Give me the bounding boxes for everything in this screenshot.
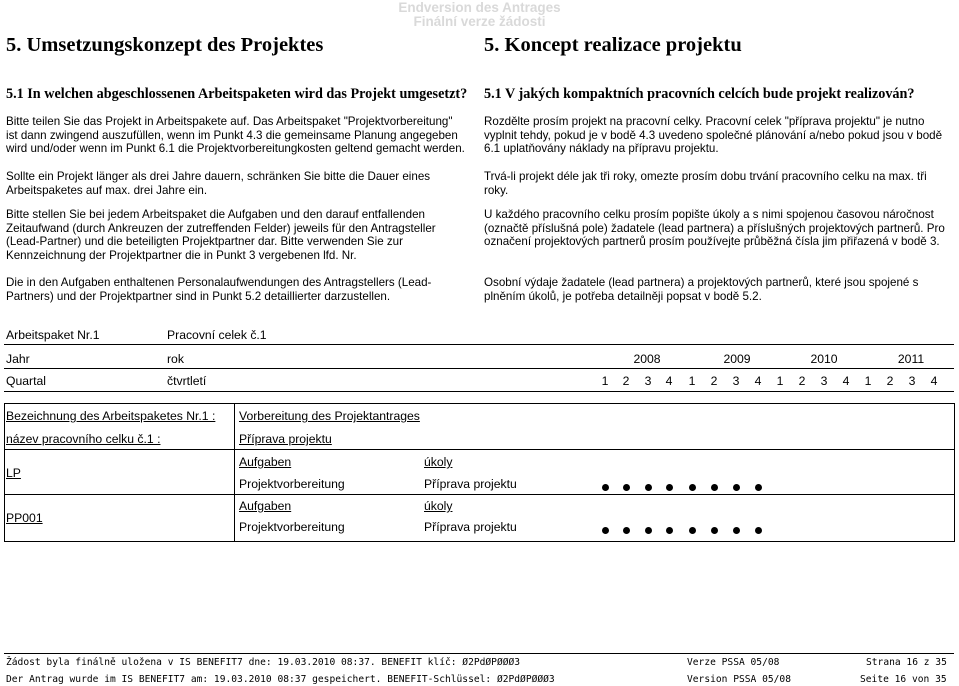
task-label-cz-lp: úkoly [424,455,453,469]
quarter-number: 1 [688,374,696,388]
quarter-number: 2 [798,374,806,388]
timeline-mark [666,484,673,491]
watermark-line-2: Finální verze žádosti [413,14,546,29]
paragraph-cz-3: U každého pracovního celku prosím popište úkoly a s nimi spojenou časovou náročnost (označtě příslušná pole) žadatele (lead partnera) a příslušných projektových partnerů. Pro označení projektových partnerů prosím používejte průběžná čísla jim přiřazená v bodě 3. [484,208,945,248]
quarter-number: 3 [644,374,652,388]
footer-version-de: Version PSSA 05/08 [687,674,791,685]
paragraph-cz-2: Trvá-li projekt déle jak tři roky, omezte prosím dobu trvání pracovního celku na max. tři roky. [484,170,927,197]
timeline-mark [623,527,630,534]
quarter-label-cz: čtvrtletí [167,374,207,388]
package-label-cz: Pracovní celek č.1 [167,328,267,342]
quarter-number: 4 [842,374,850,388]
task-de-pp001: Projektvorbereitung [239,520,345,534]
paragraph-de-2: Sollte ein Projekt länger als drei Jahre dauern, schränken Sie bitte die Dauer eines Arbeitspaketes auf max. drei Jahre ein. [6,170,431,197]
quarter-number: 1 [776,374,784,388]
details-bottom-border [4,541,954,542]
package-label-de: Arbeitspaket Nr.1 [6,328,100,342]
quarter-number: 4 [665,374,673,388]
year-2009: 2009 [723,352,751,366]
quarter-label-de: Quartal [6,374,46,388]
paragraph-cz-1: Rozdělte prosím projekt na pracovní celky. Pracovní celek "příprava projektu" je nutno vyplnit tehdy, pokud je v bodě 4.3 uvedeno společné plánování a/nebo pokud jsou v bodě 6.1 uplatňovány náklady na přípravu projektu. [484,115,943,155]
timeline-mark [733,484,740,491]
footer-saved-de: Der Antrag wurde im IS BENEFIT7 am: 19.03.2010 08:37 gespeichert. BENEFIT-Schlüssel: Ø2PdØPØØØ3 [6,674,555,685]
partner-pp001: PP001 [6,511,43,525]
timeline-mark [711,527,718,534]
lp-row-divider [4,494,954,495]
heading-cz: 5. Koncept realizace projektu [484,34,742,56]
quarter-number: 3 [908,374,916,388]
details-left-border [4,403,5,542]
package-name-label-de: Bezeichnung des Arbeitspaketes Nr.1 : [6,409,216,423]
timeline-mark [755,527,762,534]
footer-divider [4,653,954,654]
timeline-mark [666,527,673,534]
year-2010: 2010 [810,352,838,366]
year-label-cz: rok [167,352,184,366]
timeline-mark [689,527,696,534]
timeline-mark [602,484,609,491]
task-cz-lp: Příprava projektu [424,477,517,491]
timeline-mark [733,527,740,534]
timeline-mark [645,484,652,491]
quarter-number: 4 [930,374,938,388]
paragraph-de-1: Bitte teilen Sie das Projekt in Arbeitspakete auf. Das Arbeitspaket "Projektvorbereitung" ist dann zwingend auszufüllen, wenn im Punkt 4.3 die gemeinsame Planung angegeben wird und/oder wenn im Punkt 6.1 die Projektvorbereitungkosten geltend gemacht werden. [6,115,465,155]
footer-page-de: Seite 16 von 35 [860,674,947,685]
paragraph-de-3: Bitte stellen Sie bei jedem Arbeitspaket die Aufgaben und den darauf entfallenden Zeitaufwand (durch Ankreuzen der zutreffenden Felder) jeweils für den Antragsteller (Lead-Partner) und die beteiligten Projektpartner dar. Bitte verwenden Sie zur Kennzeichnung der Projektpartner die in Punkt 3 vergebenen lfd. Nr. [6,208,436,262]
package-name-value-de: Vorbereitung des Projektantrages [239,409,420,423]
year-row-divider [4,368,954,369]
year-label-de: Jahr [6,352,30,366]
package-name-label-cz: název pracovního celku č.1 : [6,432,161,446]
task-label-cz-pp001: úkoly [424,499,453,513]
paragraph-cz-4: Osobní výdaje žadatele (lead partnera) a projektových partnerů, které jsou spojené s plněním úkolů, je potřeba detailněji popsat v bodě 5.2. [484,276,919,303]
quarter-number: 1 [864,374,872,388]
footer-page-cz: Strana 16 z 35 [866,657,947,668]
package-divider [4,344,954,345]
task-de-lp: Projektvorbereitung [239,477,345,491]
paragraph-de-4: Die in den Aufgaben enthaltenen Personalaufwendungen des Antragstellers (Lead- Partners) und der Projektpartner sind in Punkt 5.2 detaillierter darzustellen. [6,276,432,303]
task-label-de-lp: Aufgaben [239,455,292,469]
year-2011: 2011 [897,352,925,366]
package-name-value-cz: Příprava projektu [239,432,332,446]
footer-version-cz: Verze PSSA 05/08 [687,657,780,668]
partner-lp: LP [6,466,21,480]
details-right-border [954,403,955,542]
quarter-number: 2 [622,374,630,388]
subheading-de: 5.1 In welchen abgeschlossenen Arbeitspaketen wird das Projekt umgesetzt? [6,86,468,102]
timeline-marks-pp001 [0,527,959,535]
details-column-divider [234,403,235,542]
quarter-numbers [0,374,959,390]
quarter-number: 1 [601,374,609,388]
timeline-mark [623,484,630,491]
details-top-border [4,403,954,404]
footer-saved-cz: Žádost byla finálně uložena v IS BENEFIT7 dne: 19.03.2010 08:37. BENEFIT klíč: Ø2PdØPØØØ3 [6,657,521,668]
timeline-mark [602,527,609,534]
year-2008: 2008 [633,352,661,366]
quarter-number: 2 [710,374,718,388]
quarter-number: 3 [820,374,828,388]
task-cz-pp001: Příprava projektu [424,520,517,534]
quarter-number: 3 [732,374,740,388]
details-header-divider [4,449,954,450]
subheading-cz: 5.1 V jakých kompaktních pracovních celcích bude projekt realizován? [484,86,915,102]
quarter-row-divider [4,391,954,392]
watermark-line-1: Endversion des Antrages [398,0,561,15]
timeline-mark [755,484,762,491]
task-label-de-pp001: Aufgaben [239,499,292,513]
timeline-mark [689,484,696,491]
timeline-mark [711,484,718,491]
timeline-marks-lp [0,484,959,492]
quarter-number: 2 [886,374,894,388]
heading-de: 5. Umsetzungskonzept des Projektes [6,34,324,56]
quarter-number: 4 [754,374,762,388]
timeline-mark [645,527,652,534]
